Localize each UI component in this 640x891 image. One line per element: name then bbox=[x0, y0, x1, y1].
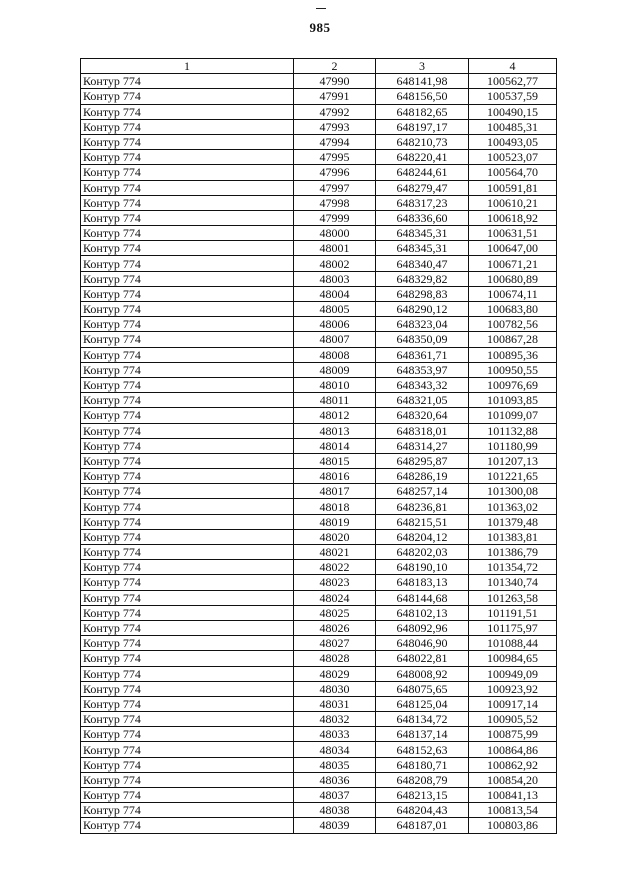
contour-name-cell: Контур 774 bbox=[81, 484, 294, 499]
table-row bbox=[81, 545, 557, 560]
table-row bbox=[81, 818, 557, 833]
x-coordinate-cell: 648204,12 bbox=[376, 529, 469, 544]
point-number-cell: 48038 bbox=[294, 803, 376, 818]
table-row bbox=[81, 438, 557, 453]
point-number-cell: 48022 bbox=[294, 560, 376, 575]
y-coordinate-cell: 101175,97 bbox=[469, 620, 557, 635]
y-coordinate-cell: 100671,21 bbox=[469, 256, 557, 271]
y-coordinate-cell: 101340,74 bbox=[469, 575, 557, 590]
point-number-cell: 48019 bbox=[294, 514, 376, 529]
contour-name-cell: Контур 774 bbox=[81, 134, 294, 149]
table-row bbox=[81, 742, 557, 757]
contour-name-cell: Контур 774 bbox=[81, 560, 294, 575]
point-number-cell: 47993 bbox=[294, 119, 376, 134]
point-number-cell: 48004 bbox=[294, 286, 376, 301]
x-coordinate-cell: 648180,71 bbox=[376, 757, 469, 772]
table-row bbox=[81, 195, 557, 210]
contour-name-cell: Контур 774 bbox=[81, 605, 294, 620]
column-header-1: 1 bbox=[81, 59, 294, 74]
y-coordinate-cell: 100875,99 bbox=[469, 727, 557, 742]
table-row bbox=[81, 423, 557, 438]
contour-name-cell: Контур 774 bbox=[81, 89, 294, 104]
table-row bbox=[81, 605, 557, 620]
table-body bbox=[81, 74, 557, 833]
table-row bbox=[81, 377, 557, 392]
table-row bbox=[81, 165, 557, 180]
table-row bbox=[81, 180, 557, 195]
x-coordinate-cell: 648187,01 bbox=[376, 818, 469, 833]
point-number-cell: 48025 bbox=[294, 605, 376, 620]
x-coordinate-cell: 648286,19 bbox=[376, 469, 469, 484]
y-coordinate-cell: 100647,00 bbox=[469, 241, 557, 256]
table-row bbox=[81, 286, 557, 301]
x-coordinate-cell: 648321,05 bbox=[376, 393, 469, 408]
y-coordinate-cell: 100680,89 bbox=[469, 271, 557, 286]
table-row bbox=[81, 757, 557, 772]
y-coordinate-cell: 100683,80 bbox=[469, 302, 557, 317]
table-row bbox=[81, 788, 557, 803]
y-coordinate-cell: 100864,86 bbox=[469, 742, 557, 757]
table-row bbox=[81, 590, 557, 605]
table-row bbox=[81, 119, 557, 134]
point-number-cell: 47990 bbox=[294, 74, 376, 89]
point-number-cell: 48000 bbox=[294, 226, 376, 241]
y-coordinate-cell: 101099,07 bbox=[469, 408, 557, 423]
table-row bbox=[81, 347, 557, 362]
x-coordinate-cell: 648156,50 bbox=[376, 89, 469, 104]
x-coordinate-cell: 648182,65 bbox=[376, 104, 469, 119]
x-coordinate-cell: 648208,79 bbox=[376, 772, 469, 787]
x-coordinate-cell: 648141,98 bbox=[376, 74, 469, 89]
y-coordinate-cell: 100674,11 bbox=[469, 286, 557, 301]
contour-name-cell: Контур 774 bbox=[81, 438, 294, 453]
table-row bbox=[81, 271, 557, 286]
x-coordinate-cell: 648204,43 bbox=[376, 803, 469, 818]
table-row bbox=[81, 150, 557, 165]
table-row bbox=[81, 134, 557, 149]
x-coordinate-cell: 648236,81 bbox=[376, 499, 469, 514]
x-coordinate-cell: 648350,09 bbox=[376, 332, 469, 347]
contour-name-cell: Контур 774 bbox=[81, 636, 294, 651]
y-coordinate-cell: 100803,86 bbox=[469, 818, 557, 833]
x-coordinate-cell: 648298,83 bbox=[376, 286, 469, 301]
y-coordinate-cell: 100564,70 bbox=[469, 165, 557, 180]
table-row bbox=[81, 575, 557, 590]
x-coordinate-cell: 648290,12 bbox=[376, 302, 469, 317]
point-number-cell: 48011 bbox=[294, 393, 376, 408]
contour-name-cell: Контур 774 bbox=[81, 590, 294, 605]
table-row bbox=[81, 210, 557, 225]
table-row bbox=[81, 393, 557, 408]
x-coordinate-cell: 648318,01 bbox=[376, 423, 469, 438]
point-number-cell: 48032 bbox=[294, 712, 376, 727]
point-number-cell: 48034 bbox=[294, 742, 376, 757]
x-coordinate-cell: 648210,73 bbox=[376, 134, 469, 149]
x-coordinate-cell: 648343,32 bbox=[376, 377, 469, 392]
point-number-cell: 48030 bbox=[294, 681, 376, 696]
point-number-cell: 48013 bbox=[294, 423, 376, 438]
contour-name-cell: Контур 774 bbox=[81, 772, 294, 787]
contour-name-cell: Контур 774 bbox=[81, 150, 294, 165]
contour-name-cell: Контур 774 bbox=[81, 271, 294, 286]
y-coordinate-cell: 100905,52 bbox=[469, 712, 557, 727]
y-coordinate-cell: 100854,20 bbox=[469, 772, 557, 787]
contour-name-cell: Контур 774 bbox=[81, 423, 294, 438]
point-number-cell: 48005 bbox=[294, 302, 376, 317]
x-coordinate-cell: 648202,03 bbox=[376, 545, 469, 560]
table-row bbox=[81, 104, 557, 119]
y-coordinate-cell: 100562,77 bbox=[469, 74, 557, 89]
point-number-cell: 48024 bbox=[294, 590, 376, 605]
x-coordinate-cell: 648295,87 bbox=[376, 453, 469, 468]
y-coordinate-cell: 101383,81 bbox=[469, 529, 557, 544]
x-coordinate-cell: 648353,97 bbox=[376, 362, 469, 377]
table-row bbox=[81, 666, 557, 681]
x-coordinate-cell: 648257,14 bbox=[376, 484, 469, 499]
x-coordinate-cell: 648320,64 bbox=[376, 408, 469, 423]
x-coordinate-cell: 648144,68 bbox=[376, 590, 469, 605]
contour-name-cell: Контур 774 bbox=[81, 514, 294, 529]
contour-name-cell: Контур 774 bbox=[81, 317, 294, 332]
point-number-cell: 48007 bbox=[294, 332, 376, 347]
y-coordinate-cell: 100917,14 bbox=[469, 696, 557, 711]
y-coordinate-cell: 100923,92 bbox=[469, 681, 557, 696]
table-row bbox=[81, 529, 557, 544]
point-number-cell: 48021 bbox=[294, 545, 376, 560]
contour-name-cell: Контур 774 bbox=[81, 286, 294, 301]
table-row bbox=[81, 74, 557, 89]
point-number-cell: 47991 bbox=[294, 89, 376, 104]
y-coordinate-cell: 101386,79 bbox=[469, 545, 557, 560]
contour-name-cell: Контур 774 bbox=[81, 408, 294, 423]
contour-name-cell: Контур 774 bbox=[81, 575, 294, 590]
table-row bbox=[81, 226, 557, 241]
y-coordinate-cell: 100949,09 bbox=[469, 666, 557, 681]
contour-name-cell: Контур 774 bbox=[81, 469, 294, 484]
y-coordinate-cell: 101300,08 bbox=[469, 484, 557, 499]
contour-name-cell: Контур 774 bbox=[81, 620, 294, 635]
y-coordinate-cell: 101263,58 bbox=[469, 590, 557, 605]
x-coordinate-cell: 648022,81 bbox=[376, 651, 469, 666]
contour-name-cell: Контур 774 bbox=[81, 104, 294, 119]
point-number-cell: 48029 bbox=[294, 666, 376, 681]
y-coordinate-cell: 101132,88 bbox=[469, 423, 557, 438]
table-row bbox=[81, 636, 557, 651]
y-coordinate-cell: 100813,54 bbox=[469, 803, 557, 818]
y-coordinate-cell: 100862,92 bbox=[469, 757, 557, 772]
contour-name-cell: Контур 774 bbox=[81, 195, 294, 210]
point-number-cell: 48026 bbox=[294, 620, 376, 635]
point-number-cell: 48016 bbox=[294, 469, 376, 484]
point-number-cell: 48010 bbox=[294, 377, 376, 392]
column-header-2: 2 bbox=[294, 59, 376, 74]
contour-name-cell: Контур 774 bbox=[81, 347, 294, 362]
point-number-cell: 47997 bbox=[294, 180, 376, 195]
table-row bbox=[81, 514, 557, 529]
contour-name-cell: Контур 774 bbox=[81, 393, 294, 408]
contour-name-cell: Контур 774 bbox=[81, 757, 294, 772]
x-coordinate-cell: 648244,61 bbox=[376, 165, 469, 180]
table-row bbox=[81, 332, 557, 347]
y-coordinate-cell: 100895,36 bbox=[469, 347, 557, 362]
table-row bbox=[81, 727, 557, 742]
x-coordinate-cell: 648345,31 bbox=[376, 241, 469, 256]
y-coordinate-cell: 101191,51 bbox=[469, 605, 557, 620]
y-coordinate-cell: 100493,05 bbox=[469, 134, 557, 149]
contour-name-cell: Контур 774 bbox=[81, 180, 294, 195]
contour-name-cell: Контур 774 bbox=[81, 727, 294, 742]
contour-name-cell: Контур 774 bbox=[81, 666, 294, 681]
contour-name-cell: Контур 774 bbox=[81, 302, 294, 317]
y-coordinate-cell: 100537,59 bbox=[469, 89, 557, 104]
table-row bbox=[81, 256, 557, 271]
x-coordinate-cell: 648092,96 bbox=[376, 620, 469, 635]
column-header-3: 3 bbox=[376, 59, 469, 74]
y-coordinate-cell: 101093,85 bbox=[469, 393, 557, 408]
x-coordinate-cell: 648361,71 bbox=[376, 347, 469, 362]
y-coordinate-cell: 100631,51 bbox=[469, 226, 557, 241]
contour-name-cell: Контур 774 bbox=[81, 241, 294, 256]
point-number-cell: 48039 bbox=[294, 818, 376, 833]
point-number-cell: 48001 bbox=[294, 241, 376, 256]
contour-name-cell: Контур 774 bbox=[81, 712, 294, 727]
contour-name-cell: Контур 774 bbox=[81, 651, 294, 666]
point-number-cell: 47994 bbox=[294, 134, 376, 149]
x-coordinate-cell: 648314,27 bbox=[376, 438, 469, 453]
y-coordinate-cell: 100618,92 bbox=[469, 210, 557, 225]
table-row bbox=[81, 89, 557, 104]
table-row bbox=[81, 772, 557, 787]
y-coordinate-cell: 100984,65 bbox=[469, 651, 557, 666]
contour-name-cell: Контур 774 bbox=[81, 788, 294, 803]
top-dash-mark bbox=[316, 8, 326, 9]
point-number-cell: 48037 bbox=[294, 788, 376, 803]
point-number-cell: 48008 bbox=[294, 347, 376, 362]
column-header-4: 4 bbox=[469, 59, 557, 74]
point-number-cell: 48014 bbox=[294, 438, 376, 453]
x-coordinate-cell: 648345,31 bbox=[376, 226, 469, 241]
table-row bbox=[81, 317, 557, 332]
x-coordinate-cell: 648075,65 bbox=[376, 681, 469, 696]
contour-name-cell: Контур 774 bbox=[81, 742, 294, 757]
y-coordinate-cell: 101363,02 bbox=[469, 499, 557, 514]
contour-name-cell: Контур 774 bbox=[81, 377, 294, 392]
table-row bbox=[81, 620, 557, 635]
x-coordinate-cell: 648183,13 bbox=[376, 575, 469, 590]
point-number-cell: 48035 bbox=[294, 757, 376, 772]
x-coordinate-cell: 648317,23 bbox=[376, 195, 469, 210]
x-coordinate-cell: 648152,63 bbox=[376, 742, 469, 757]
point-number-cell: 48006 bbox=[294, 317, 376, 332]
x-coordinate-cell: 648125,04 bbox=[376, 696, 469, 711]
point-number-cell: 48015 bbox=[294, 453, 376, 468]
y-coordinate-cell: 101221,65 bbox=[469, 469, 557, 484]
table-row bbox=[81, 712, 557, 727]
contour-name-cell: Контур 774 bbox=[81, 696, 294, 711]
y-coordinate-cell: 100610,21 bbox=[469, 195, 557, 210]
y-coordinate-cell: 101180,99 bbox=[469, 438, 557, 453]
x-coordinate-cell: 648323,04 bbox=[376, 317, 469, 332]
table-header-row bbox=[81, 59, 557, 74]
x-coordinate-cell: 648340,47 bbox=[376, 256, 469, 271]
y-coordinate-cell: 100950,55 bbox=[469, 362, 557, 377]
point-number-cell: 47998 bbox=[294, 195, 376, 210]
table-row bbox=[81, 651, 557, 666]
y-coordinate-cell: 100490,15 bbox=[469, 104, 557, 119]
point-number-cell: 48027 bbox=[294, 636, 376, 651]
x-coordinate-cell: 648197,17 bbox=[376, 119, 469, 134]
point-number-cell: 48028 bbox=[294, 651, 376, 666]
table-row bbox=[81, 241, 557, 256]
contour-name-cell: Контур 774 bbox=[81, 545, 294, 560]
x-coordinate-cell: 648046,90 bbox=[376, 636, 469, 651]
contour-name-cell: Контур 774 bbox=[81, 332, 294, 347]
table-row bbox=[81, 803, 557, 818]
point-number-cell: 47995 bbox=[294, 150, 376, 165]
point-number-cell: 48002 bbox=[294, 256, 376, 271]
point-number-cell: 48003 bbox=[294, 271, 376, 286]
contour-name-cell: Контур 774 bbox=[81, 74, 294, 89]
y-coordinate-cell: 100523,07 bbox=[469, 150, 557, 165]
point-number-cell: 47999 bbox=[294, 210, 376, 225]
table-row bbox=[81, 362, 557, 377]
y-coordinate-cell: 101379,48 bbox=[469, 514, 557, 529]
point-number-cell: 48036 bbox=[294, 772, 376, 787]
x-coordinate-cell: 648102,13 bbox=[376, 605, 469, 620]
table-row bbox=[81, 469, 557, 484]
point-number-cell: 48009 bbox=[294, 362, 376, 377]
x-coordinate-cell: 648329,82 bbox=[376, 271, 469, 286]
point-number-cell: 47992 bbox=[294, 104, 376, 119]
table-row bbox=[81, 302, 557, 317]
y-coordinate-cell: 101207,13 bbox=[469, 453, 557, 468]
y-coordinate-cell: 100591,81 bbox=[469, 180, 557, 195]
x-coordinate-cell: 648213,15 bbox=[376, 788, 469, 803]
point-number-cell: 48031 bbox=[294, 696, 376, 711]
point-number-cell: 48033 bbox=[294, 727, 376, 742]
table-row bbox=[81, 484, 557, 499]
coordinates-table bbox=[80, 58, 557, 834]
table-row bbox=[81, 499, 557, 514]
table-row bbox=[81, 408, 557, 423]
point-number-cell: 47996 bbox=[294, 165, 376, 180]
point-number-cell: 48023 bbox=[294, 575, 376, 590]
contour-name-cell: Контур 774 bbox=[81, 499, 294, 514]
y-coordinate-cell: 100782,56 bbox=[469, 317, 557, 332]
y-coordinate-cell: 100976,69 bbox=[469, 377, 557, 392]
table-row bbox=[81, 560, 557, 575]
page-number: 985 bbox=[309, 20, 331, 35]
x-coordinate-cell: 648215,51 bbox=[376, 514, 469, 529]
x-coordinate-cell: 648220,41 bbox=[376, 150, 469, 165]
contour-name-cell: Контур 774 bbox=[81, 210, 294, 225]
x-coordinate-cell: 648190,10 bbox=[376, 560, 469, 575]
y-coordinate-cell: 101088,44 bbox=[469, 636, 557, 651]
x-coordinate-cell: 648008,92 bbox=[376, 666, 469, 681]
contour-name-cell: Контур 774 bbox=[81, 256, 294, 271]
point-number-cell: 48012 bbox=[294, 408, 376, 423]
y-coordinate-cell: 100485,31 bbox=[469, 119, 557, 134]
y-coordinate-cell: 101354,72 bbox=[469, 560, 557, 575]
x-coordinate-cell: 648137,14 bbox=[376, 727, 469, 742]
contour-name-cell: Контур 774 bbox=[81, 681, 294, 696]
contour-name-cell: Контур 774 bbox=[81, 362, 294, 377]
contour-name-cell: Контур 774 bbox=[81, 529, 294, 544]
y-coordinate-cell: 100841,13 bbox=[469, 788, 557, 803]
point-number-cell: 48018 bbox=[294, 499, 376, 514]
contour-name-cell: Контур 774 bbox=[81, 226, 294, 241]
point-number-cell: 48017 bbox=[294, 484, 376, 499]
table-row bbox=[81, 696, 557, 711]
contour-name-cell: Контур 774 bbox=[81, 165, 294, 180]
contour-name-cell: Контур 774 bbox=[81, 453, 294, 468]
contour-name-cell: Контур 774 bbox=[81, 818, 294, 833]
table-row bbox=[81, 453, 557, 468]
contour-name-cell: Контур 774 bbox=[81, 119, 294, 134]
table-row bbox=[81, 681, 557, 696]
y-coordinate-cell: 100867,28 bbox=[469, 332, 557, 347]
x-coordinate-cell: 648279,47 bbox=[376, 180, 469, 195]
point-number-cell: 48020 bbox=[294, 529, 376, 544]
x-coordinate-cell: 648336,60 bbox=[376, 210, 469, 225]
contour-name-cell: Контур 774 bbox=[81, 803, 294, 818]
x-coordinate-cell: 648134,72 bbox=[376, 712, 469, 727]
